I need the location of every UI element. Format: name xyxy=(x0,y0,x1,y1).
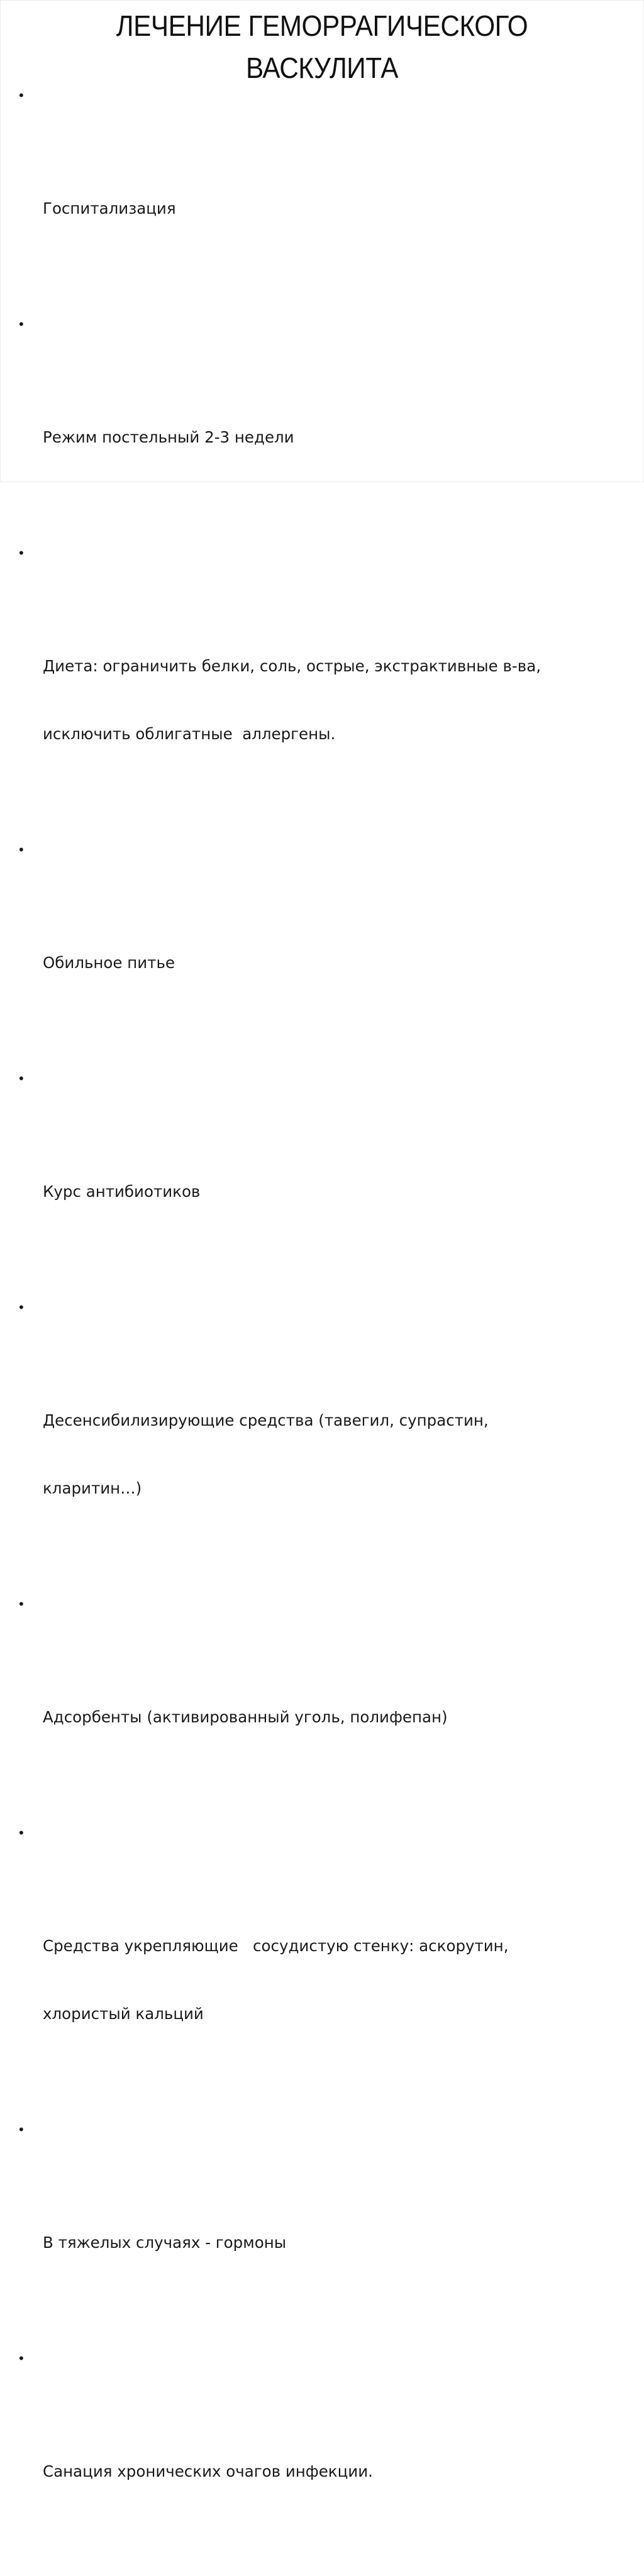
bullet-text xyxy=(43,1135,623,1248)
slide-title-line-1: ЛЕЧЕНИЕ ГЕМОРРАГИЧЕСКОГО xyxy=(116,9,528,42)
bullet-icon: • xyxy=(19,316,24,332)
bullet-icon: • xyxy=(19,842,24,857)
bullet-line: Десенсибилизирующие средства (тавегил, супрастин, xyxy=(43,1411,489,1429)
bullet-line: Обильное питье xyxy=(43,954,175,972)
bullet-icon: • xyxy=(19,1071,24,1086)
bullet-text xyxy=(43,1661,623,1774)
bullet-line: Адсорбенты (активированный уголь, полифепан) xyxy=(43,1708,448,1726)
bullet-line: Госпитализация xyxy=(43,199,176,217)
bullet-line: Режим постельный 2-3 недели xyxy=(43,428,294,446)
bullet-icon: • xyxy=(19,2122,24,2137)
bullet-item-antibiotics xyxy=(19,1067,623,1294)
bullet-text xyxy=(43,610,623,791)
bullet-line: Санация хронических очагов инфекции. xyxy=(43,2462,373,2480)
bullet-line: Диета: ограничить белки, соль, острые, экстрактивные в-ва, xyxy=(43,657,541,675)
bullet-icon: • xyxy=(19,545,24,561)
bullet-item-vascular xyxy=(19,1822,623,2116)
bullet-line: хлористый кальций xyxy=(43,2005,204,2023)
bullet-item-bed-rest xyxy=(19,313,623,539)
bullet-icon: • xyxy=(19,87,24,103)
slide-title-line-2: ВАСКУЛИТА xyxy=(245,52,399,84)
bullet-text xyxy=(43,1890,623,2071)
bullet-icon: • xyxy=(19,1596,24,1612)
bullet-text xyxy=(43,906,623,1020)
bullet-line: В тяжелых случаях - гормоны xyxy=(43,2233,287,2252)
bullet-line: Средства укрепляющие сосудистую стенку: аскорутин, xyxy=(43,1937,509,1955)
bullet-item-diet xyxy=(19,542,623,836)
bullet-item-desensitizing xyxy=(19,1296,623,1590)
bullet-icon: • xyxy=(19,2350,24,2366)
bullet-text xyxy=(43,2186,623,2299)
bullet-text xyxy=(43,1364,623,1545)
slide-title xyxy=(72,5,572,89)
bullet-list xyxy=(19,84,623,2576)
bullet-item-sanitation xyxy=(19,2347,623,2573)
bullet-line: Курс антибиотиков xyxy=(43,1182,201,1201)
bullet-item-hospitalization xyxy=(19,84,623,311)
bullet-icon: • xyxy=(19,1299,24,1315)
bullet-item-drinking xyxy=(19,839,623,1065)
bullet-text xyxy=(43,381,623,494)
bullet-line: исключить облигатные аллергены. xyxy=(43,725,336,743)
bullet-item-hormones xyxy=(19,2118,623,2345)
bullet-line: кларитин…) xyxy=(43,1479,142,1497)
bullet-text xyxy=(43,2415,623,2528)
bullet-item-adsorbents xyxy=(19,1593,623,1819)
bullet-text xyxy=(43,152,623,265)
bullet-icon: • xyxy=(19,1825,24,1841)
